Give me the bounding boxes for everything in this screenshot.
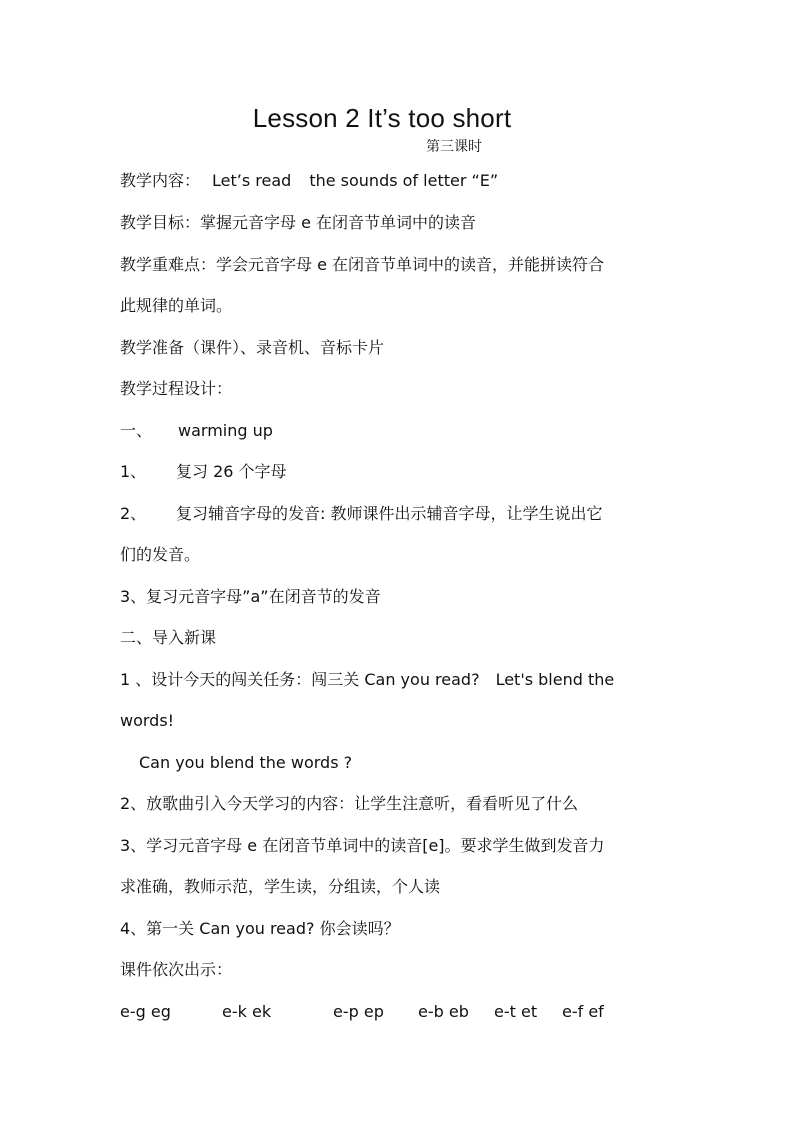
content-part-2: the sounds of letter “E” (309, 171, 499, 190)
new-item-3-line-2: 求准确，教师示范，学生读，分组读，个人读 (120, 877, 441, 896)
letter-pair: e-g eg (120, 1002, 171, 1021)
item-1-number: 1、 (120, 462, 147, 481)
goal-line: 教学目标：掌握元音字母 e 在闭音节单词中的读音 (120, 213, 477, 232)
section-1-heading (120, 421, 273, 441)
content-label: 教学内容： (120, 171, 201, 190)
new-item-1-line-1: 1 、设计今天的闯关任务：闯三关 Can you read? Let's blend the (120, 670, 615, 689)
section-1-number: 一、 (120, 421, 153, 440)
new-item-4: 4、第一关 Can you read? 你会读吗？ (120, 919, 400, 938)
letter-pairs-row (120, 1002, 604, 1022)
letter-pair: e-t et (494, 1002, 538, 1021)
key-difficulty-line-2: 此规律的单词。 (120, 296, 233, 315)
item-1 (120, 462, 287, 482)
letter-pair: e-b eb (418, 1002, 469, 1021)
section-2-heading: 二、导入新课 (120, 628, 217, 647)
content-line (120, 171, 498, 191)
courseware-show-line: 课件依次出示： (120, 960, 233, 979)
item-2 (120, 504, 602, 524)
preparation-line: 教学准备（课件）、录音机、音标卡片 (120, 338, 385, 357)
new-item-1-line-3: Can you blend the words ? (139, 753, 353, 772)
item-2-text: 复习辅音字母的发音: 教师课件出示辅音字母，让学生说出它 (176, 504, 603, 523)
item-2-number: 2、 (120, 504, 147, 523)
process-heading: 教学过程设计： (120, 379, 233, 398)
lesson-title: Lesson 2 It’s too short (252, 103, 512, 133)
new-item-2: 2、放歌曲引入今天学习的内容：让学生注意听，看看听见了什么 (120, 794, 579, 813)
letter-pair: e-p ep (333, 1002, 384, 1021)
key-difficulty-line-1: 教学重难点：学会元音字母 e 在闭音节单词中的读音，并能拼读符合 (120, 255, 605, 274)
letter-pair: e-k ek (222, 1002, 272, 1021)
content-part-1: Let’s read (212, 171, 292, 190)
item-1-text: 复习 26 个字母 (176, 462, 287, 481)
letter-pair: e-f ef (562, 1002, 604, 1021)
item-2-continuation: 们的发音。 (120, 545, 201, 564)
lesson-subtitle: 第三课时 (426, 139, 482, 155)
new-item-1-line-2: words! (120, 711, 175, 730)
item-3: 3、复习元音字母”a”在闭音节的发音 (120, 587, 381, 606)
section-1-text: warming up (178, 421, 273, 440)
new-item-3-line-1: 3、学习元音字母 e 在闭音节单词中的读音[e]。要求学生做到发音力 (120, 836, 605, 855)
